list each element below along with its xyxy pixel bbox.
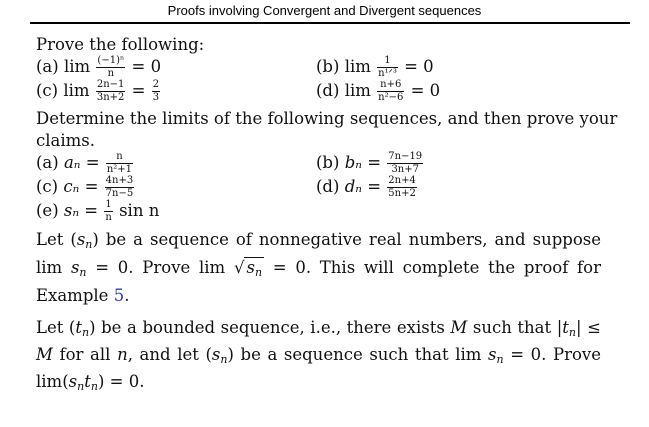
exercise1-item-b: (b) lim $\frac{1}{\text{n¹ᐟ³}}$ = 0	[316, 55, 434, 79]
fraction: $\frac{\text{(−1)ⁿ}}{n}$	[97, 55, 125, 79]
example-link[interactable]: 5	[113, 286, 125, 305]
exercise1-item-c: (c) lim $\frac{2n-1}{3n+2}$ = $\frac{2}{3}$	[36, 79, 160, 103]
exercise1-intro: Prove the following:	[36, 35, 205, 54]
exercise2-intro-cont: claims.	[36, 131, 95, 150]
exercise2-item-a: (a) aₙ = $\frac{n}{\text{n²+1}}$	[36, 151, 133, 175]
fraction: $\frac{2n+4}{5n+2}$	[388, 175, 416, 199]
exercise4-paragraph: Let $(t_n)$ be a bounded sequence, i.e., there exists M such that $|t_n| \le M$ for all n, and let $(s_n)$ be a sequence such that $\lim s_n = 0$. Prove $\lim(s_nt_n) = 0$.	[36, 318, 601, 393]
fraction: $\frac{n+6}{\text{n²−6}}$	[378, 79, 404, 103]
fraction: $\frac{4n+3}{7n-5}$	[105, 175, 134, 199]
exercise1-item-a: (a) lim $\frac{\text{(−1)ⁿ}}{n}$ = 0	[36, 55, 162, 79]
exercise2-row-ab	[36, 152, 601, 176]
exercise1-row-ab	[36, 56, 601, 80]
exercise2-item-e: (e) sₙ = $\frac{1}{n}$ sin n	[36, 199, 160, 223]
exercise2-item-d: (d) dₙ = $\frac{2n+4}{5n+2}$	[316, 175, 416, 199]
exercise-content	[36, 34, 618, 398]
header-divider	[30, 22, 630, 24]
exercise3-paragraph: Let $(s_n)$ be a sequence of nonnegative real numbers, and suppose $\lim s_n = 0$. Prove lim √ $s_n = 0$. This will complete the proof for Example 5.	[36, 230, 601, 305]
exercise2-row-e	[36, 200, 601, 224]
exercise2-row-cd	[36, 176, 601, 200]
fraction: $\frac{1}{n}$	[105, 199, 112, 223]
page-header: Proofs involving Convergent and Divergent sequences	[167, 3, 482, 18]
fraction: $\frac{7n-19}{3n+7}$	[388, 151, 423, 175]
exercise2-intro: Determine the limits of the following sequences, and then prove your	[36, 109, 618, 128]
fraction: $\frac{1}{\text{n¹ᐟ³}}$	[378, 55, 397, 79]
fraction: $\frac{2}{3}$	[152, 79, 160, 103]
exercise2-item-b: (b) bₙ = $\frac{7n-19}{3n+7}$	[316, 151, 423, 175]
exercise1-row-cd	[36, 80, 601, 104]
fraction: $\frac{2n-1}{3n+2}$	[96, 79, 125, 103]
square-root: √ $s_n$	[233, 258, 263, 279]
fraction: $\frac{n}{\text{n²+1}}$	[106, 151, 133, 175]
exercise2-item-c: (c) cₙ = $\frac{4n+3}{7n-5}$	[36, 175, 134, 199]
exercise1-item-d: (d) lim $\frac{n+6}{\text{n²−6}}$ = 0	[316, 79, 441, 103]
